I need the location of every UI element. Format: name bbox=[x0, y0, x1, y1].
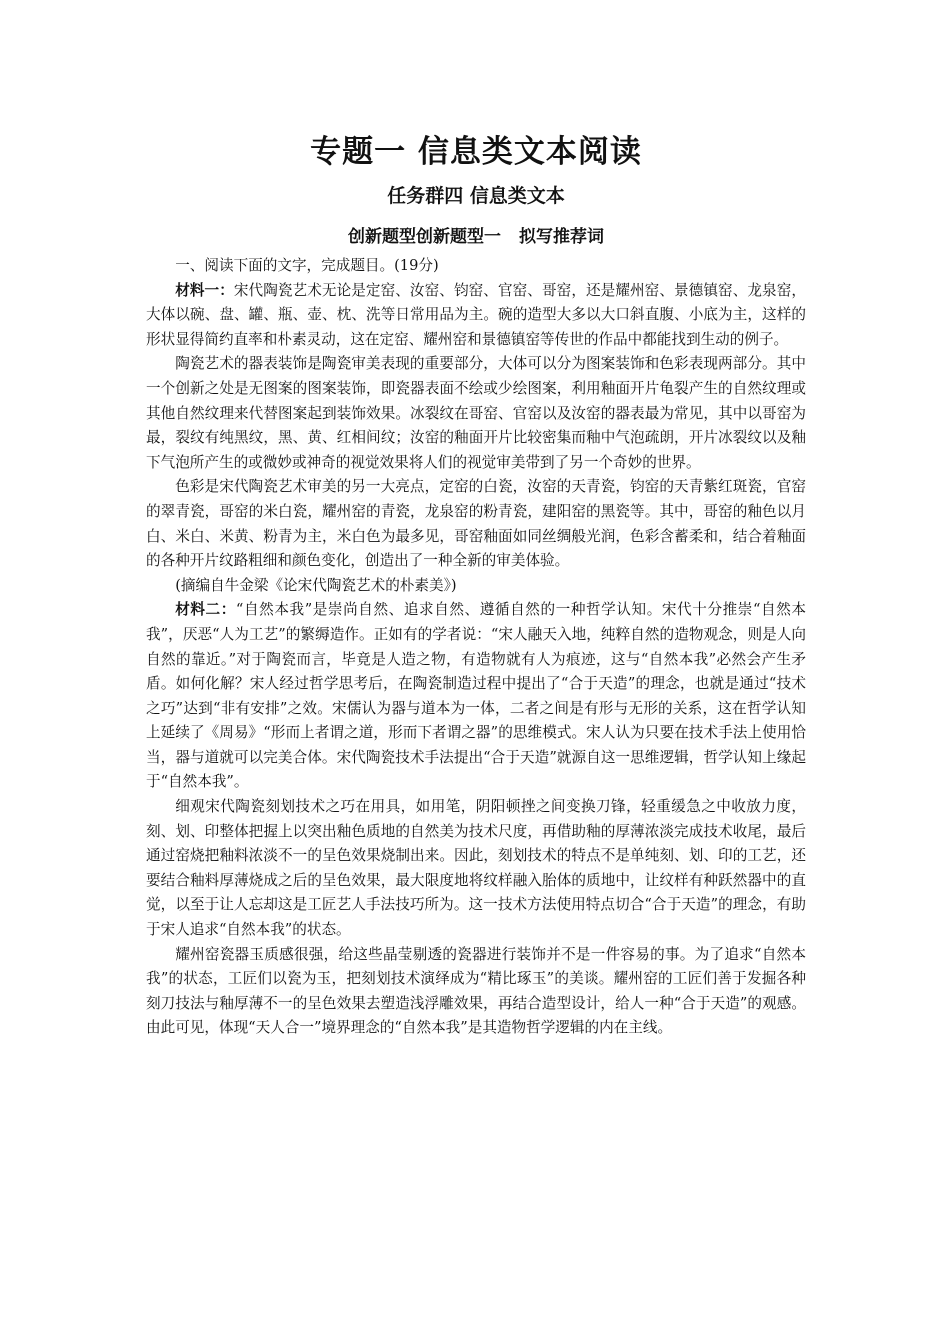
question-intro: 一、阅读下面的文字，完成题目。(19分) bbox=[175, 257, 439, 274]
material1-label: 材料一： bbox=[175, 281, 234, 299]
material1-paragraph-2: 陶瓷艺术的器表装饰是陶瓷审美表现的重要部分，大体可以分为图案装饰和色彩表现两部分。其中一个创新之处是无图案的图案装饰，即瓷器表面不绘或少绘图案，利用釉面开片龟裂产生的自然纹理或其他自然纹理来代替图案起到装饰效果。冰裂纹在哥窑、官窑以及汝窑的器表最为常见，其中以哥窑为最，裂纹有纯黑纹，黑、黄、红相间纹；汝窑的釉面开片比较密集而釉中气泡疏朗，开片冰裂纹以及釉下气泡所产生的或微妙或神奇的视觉效果将人们的视觉审美带到了另一个奇妙的世界。 bbox=[146, 355, 806, 471]
section-heading-main: 创新题型创新题型一 bbox=[348, 227, 501, 247]
material1-paragraph-3: 色彩是宋代陶瓷艺术审美的另一大亮点，定窑的白瓷，汝窑的天青瓷，钧窑的天青紫红斑瓷，官窑的翠青瓷，哥窑的米白瓷，耀州窑的青瓷，龙泉窑的粉青瓷，建阳窑的黑瓷等。其中，哥窑的釉色以月白、米白、米黄、粉青为主，米白色为最多见，哥窑釉面如同丝绸般光润，色彩含蓄柔和，结合着釉面的各种开片纹路粗细和颜色变化，创造出了一种全新的审美体验。 bbox=[146, 478, 806, 570]
section-heading-topic: 拟写推荐词 bbox=[519, 227, 604, 247]
material2-paragraph-1 bbox=[146, 598, 806, 795]
material2-paragraph-2: 细观宋代陶瓷刻划技术之巧在用具，如用笔，阴阳顿挫之间变换刀锋，轻重缓急之中收放力度，刻、划、印整体把握上以突出釉色质地的自然美为技术尺度，再借助釉的厚薄浓淡完成技术收尾，最后通过窑烧把釉料浓淡不一的呈色效果烧制出来。因此，刻划技术的特点不是单纯刻、划、印的工艺，还要结合釉料厚薄烧成之后的呈色效果，最大限度地将纹样融入胎体的质地中，让纹样有种跃然器中的直觉，以至于让人忘却这是工匠艺人手法技巧所为。这一技术方法使用特点切合“合于天造”的理念，有助于宋人追求“自然本我”的状态。 bbox=[146, 798, 806, 939]
material1-p1-text: 宋代陶瓷艺术无论是定窑、汝窑、钧窑、官窑、哥窑，还是耀州窑、景德镇窑、龙泉窑，大体以碗、盘、罐、瓶、壶、枕、洗等日常用品为主。碗的造型大多以大口斜直腹、小底为主，这样的形状显得简约直率和朴素灵动，这在定窑、耀州窑和景德镇窑等传世的作品中都能找到生动的例子。 bbox=[146, 281, 806, 348]
page-title: 专题一 信息类文本阅读 bbox=[310, 134, 642, 170]
document-page bbox=[146, 128, 806, 1041]
material2-p1-text: “自然本我”是崇尚自然、追求自然、遵循自然的一种哲学认知。宋代十分推崇“自然本我”，厌恶“人为工艺”的繁缛造作。正如有的学者说：“宋人融天入地，纯粹自然的造物观念，则是人向自然的靠近。”对于陶瓷而言，毕竟是人造之物，有造物就有人为痕迹，这与“自然本我”必然会产生矛盾。如何化解？宋人经过哲学思考后，在陶瓷制造过程中提出了“合于天造”的理念，也就是通过“技术之巧”达到“非有安排”之效。宋儒认为器与道本为一体，二者之间是有形与无形的关系，这在哲学认知上延续了《周易》“形而上者谓之道，形而下者谓之器”的思维模式。宋人认为只要在技术手法上使用恰当，器与道就可以完美合体。宋代陶瓷技术手法提出“合于天造”就源自这一思维逻辑，哲学认知上缘起于“自然本我”。 bbox=[146, 601, 806, 791]
page-subtitle: 任务群四 信息类文本 bbox=[387, 185, 565, 207]
material2-paragraph-3: 耀州窑瓷器玉质感很强，给这些晶莹剔透的瓷器进行装饰并不是一件容易的事。为了追求“自然本我”的状态，工匠们以瓷为玉，把刻划技术演绎成为“精比琢玉”的美谈。耀州窑的工匠们善于发掘各种刻刀技法与釉厚薄不一的呈色效果去塑造浅浮雕效果，再结合造型设计，给人一种“合于天造”的观感。由此可见，体现“天人合一”境界理念的“自然本我”是其造物哲学逻辑的内在主线。 bbox=[146, 945, 806, 1037]
material2-label: 材料二： bbox=[175, 601, 236, 619]
material1-paragraph-1 bbox=[146, 279, 806, 353]
material1-source: (摘编自牛金梁《论宋代陶瓷艺术的朴素美》) bbox=[175, 576, 457, 594]
section-heading bbox=[146, 222, 806, 252]
